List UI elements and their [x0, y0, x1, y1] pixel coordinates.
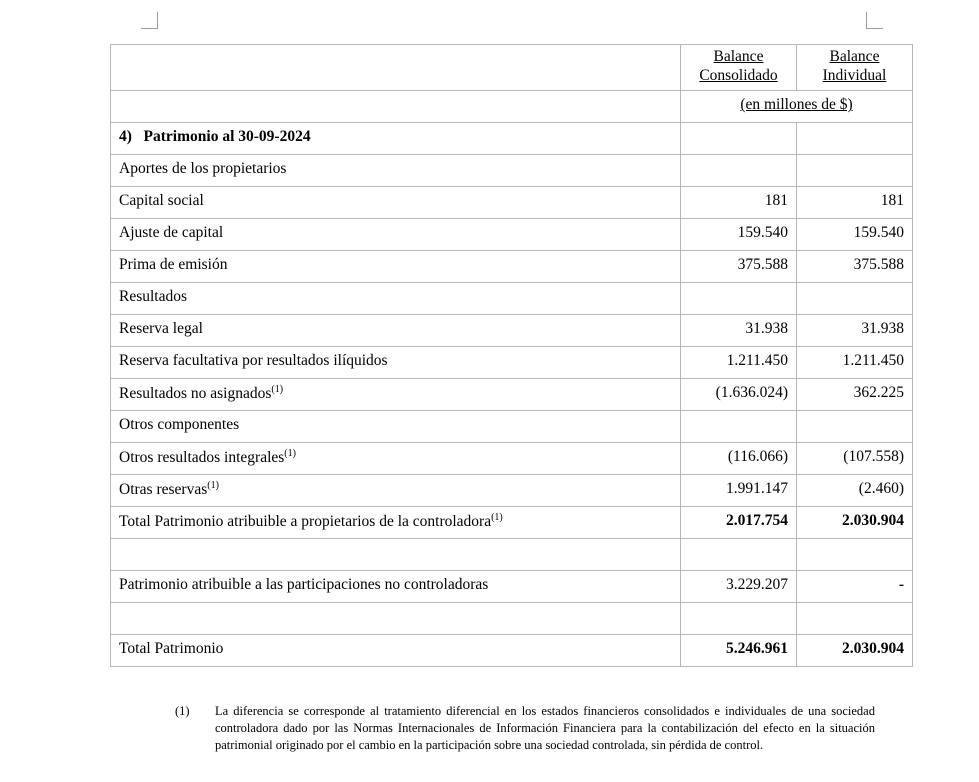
total-equity-individual: 2.030.904: [797, 634, 913, 666]
total-controlling-label: Total Patrimonio atribuible a propietarios de la controladora: [119, 512, 492, 530]
row-individual: 1.211.450: [797, 346, 913, 378]
section-title-text: Patrimonio al 30-09-2024: [143, 128, 311, 146]
footnote-ref: (1): [207, 479, 219, 491]
crop-mark-top-right: [866, 12, 883, 29]
units-text: (en millones de $): [740, 96, 853, 114]
footnote-text: La diferencia se corresponde al tratamiento diferencial en los estados financieros consolidados e individuales de una sociedad controladora dado por las Normas Internacionales de Información Financiera para la contabilización del efecto en la situación patrimonial originado por el cambio en la participación sobre una sociedad controlada, sin pérdida de control.: [215, 704, 875, 752]
row-individual: [797, 154, 913, 186]
row-label: Prima de emisión: [111, 250, 681, 282]
row-individual: 159.540: [797, 218, 913, 250]
spacer-label: [111, 602, 681, 634]
row-label-with-note: [111, 442, 681, 474]
total-equity-consolidated: 5.246.961: [681, 634, 797, 666]
row-consolidated: 31.938: [681, 314, 797, 346]
total-controlling-label-cell: [111, 506, 681, 538]
row-label: Resultados: [111, 282, 681, 314]
header-individual-line2: Individual: [822, 66, 887, 84]
total-controlling-consolidated: 2.017.754: [681, 506, 797, 538]
footnote-ref: (1): [284, 447, 296, 459]
row-consolidated: 1.211.450: [681, 346, 797, 378]
footnote-ref: (1): [271, 383, 284, 395]
header-label-cell: [111, 45, 681, 91]
spacer-consolidated: [681, 602, 797, 634]
table-row: [111, 410, 913, 442]
row-label: Otros componentes: [111, 410, 681, 442]
row-individual: 181: [797, 186, 913, 218]
spacer-row: [111, 538, 913, 570]
total-equity-row: [111, 634, 913, 666]
table-row: [111, 154, 913, 186]
header-individual-line1: Balance: [829, 48, 880, 65]
table-row: [111, 218, 913, 250]
table-row: [111, 186, 913, 218]
spacer-individual: [797, 538, 913, 570]
row-individual: 31.938: [797, 314, 913, 346]
equity-table: [110, 44, 913, 667]
row-consolidated: [681, 282, 797, 314]
row-consolidated: (1.636.024): [681, 378, 797, 410]
non-controlling-consolidated: 3.229.207: [681, 570, 797, 602]
row-label: Reserva facultativa por resultados ilíquidos: [111, 346, 681, 378]
footnote-mark: (1): [175, 704, 190, 718]
row-consolidated: 375.588: [681, 250, 797, 282]
row-consolidated: [681, 154, 797, 186]
table-row: [111, 314, 913, 346]
row-label: Otros resultados integrales: [119, 448, 285, 466]
spacer-individual: [797, 602, 913, 634]
table-row: [111, 346, 913, 378]
footnote-ref: (1): [491, 511, 503, 523]
table-row: [111, 442, 913, 474]
non-controlling-individual: -: [797, 570, 913, 602]
header-consolidated-line1: Balance: [713, 48, 764, 65]
section-title-cell: [111, 122, 681, 154]
row-individual: (2.460): [797, 474, 913, 506]
row-label: Reserva legal: [111, 314, 681, 346]
row-label: Ajuste de capital: [111, 218, 681, 250]
row-label-with-note: [111, 474, 681, 506]
row-consolidated: (116.066): [681, 442, 797, 474]
row-individual: 375.588: [797, 250, 913, 282]
row-consolidated: [681, 410, 797, 442]
header-consolidated: [681, 45, 797, 91]
row-consolidated: 181: [681, 186, 797, 218]
header-consolidated-line2: Consolidado: [699, 66, 778, 84]
table-header-row: [111, 45, 913, 91]
spacer-label: [111, 538, 681, 570]
total-controlling-individual: 2.030.904: [797, 506, 913, 538]
non-controlling-label: Patrimonio atribuible a las participaciones no controladoras: [111, 570, 681, 602]
row-label: Otras reservas: [119, 480, 208, 498]
row-individual: [797, 410, 913, 442]
row-consolidated: 1.991.147: [681, 474, 797, 506]
section-title-individual: [797, 122, 913, 154]
units-label-cell: [111, 90, 681, 122]
table-row: [111, 282, 913, 314]
header-individual: [797, 45, 913, 91]
table-row: [111, 250, 913, 282]
spacer-row: [111, 602, 913, 634]
units-cell: [681, 90, 913, 122]
spacer-consolidated: [681, 538, 797, 570]
non-controlling-row: [111, 570, 913, 602]
units-row: [111, 90, 913, 122]
table-row: [111, 474, 913, 506]
equity-statement-sheet: [110, 44, 912, 667]
row-label: Capital social: [111, 186, 681, 218]
row-individual: [797, 282, 913, 314]
row-label-with-note: [111, 378, 681, 410]
footnote: [175, 703, 875, 754]
row-label: Aportes de los propietarios: [111, 154, 681, 186]
row-consolidated: 159.540: [681, 218, 797, 250]
row-label: Resultados no asignados: [119, 384, 272, 402]
row-individual: 362.225: [797, 378, 913, 410]
table-row: [111, 378, 913, 410]
row-individual: (107.558): [797, 442, 913, 474]
section-number: 4): [119, 128, 132, 146]
total-controlling-row: [111, 506, 913, 538]
crop-mark-top-left: [141, 12, 158, 29]
section-title-row: [111, 122, 913, 154]
total-equity-label: Total Patrimonio: [111, 634, 681, 666]
section-title-consolidated: [681, 122, 797, 154]
